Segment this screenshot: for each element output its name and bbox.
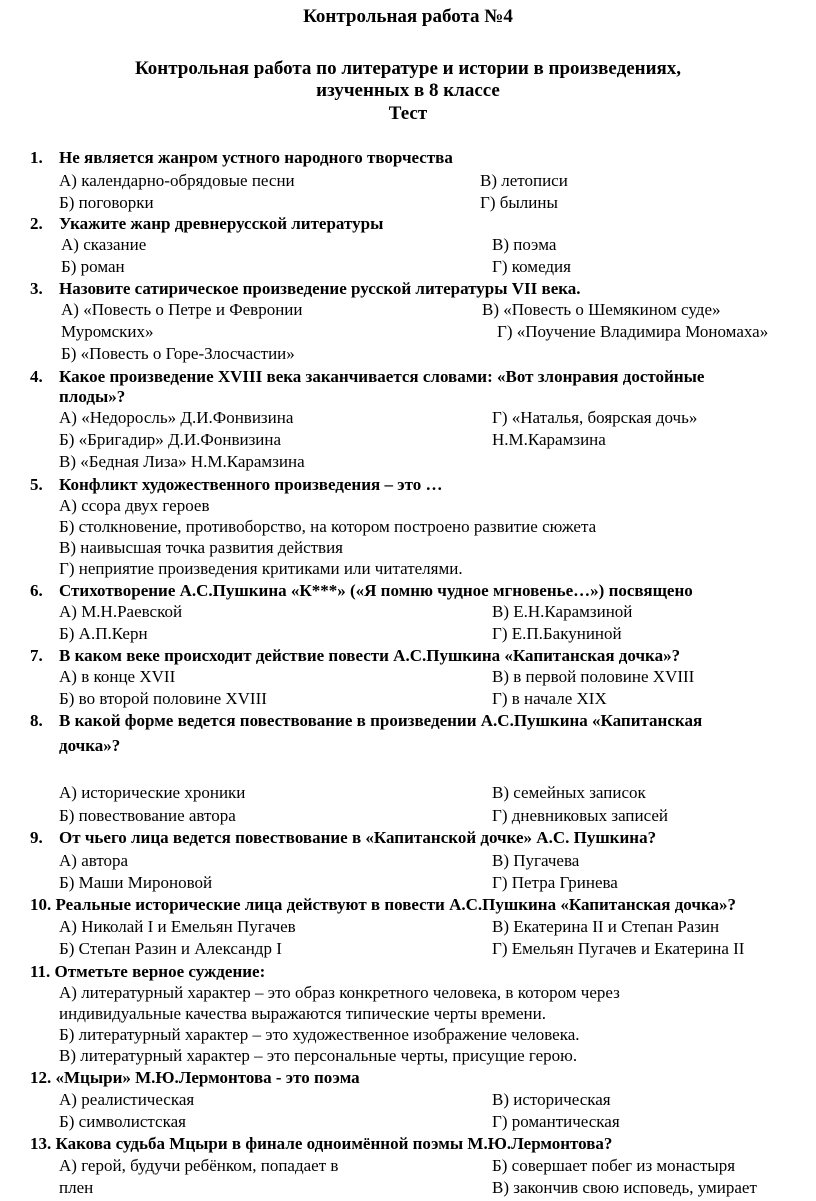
answer-option-line: Б) «Бригадир» Д.И.Фонвизина	[59, 430, 282, 449]
answer-option-line: Б) столкновение, противоборство, на котором построено развитие сюжета	[59, 517, 597, 536]
answer-option-line: В) Е.Н.Карамзиной	[492, 602, 633, 621]
question-text-line: 2.	[30, 214, 43, 233]
question-text-line: Назовите сатирическое произведение русской литературы VII века.	[59, 279, 581, 298]
answer-option-line: Г) былины	[480, 193, 558, 212]
answer-option-line: Б) А.П.Керн	[59, 624, 148, 643]
answer-option-line: Г) комедия	[492, 257, 571, 276]
question-text-line: 11. Отметьте верное суждение:	[30, 962, 266, 981]
answer-option-line: В) семейных записок	[492, 783, 646, 802]
answer-option-line: Муромских»	[61, 322, 154, 341]
answer-option-line: В) «Повесть о Шемякином суде»	[482, 300, 721, 319]
answer-option-line: А) Николай I и Емельян Пугачев	[59, 917, 296, 936]
answer-option-line: А) исторические хроники	[59, 783, 246, 802]
question-text-line: дочка»?	[59, 736, 121, 755]
answer-option-line: Б) Маши Мироновой	[59, 873, 213, 892]
answer-option-line: Н.М.Карамзина	[492, 430, 606, 449]
question-text-line: Укажите жанр древнерусской литературы	[59, 214, 384, 233]
answer-option-line: Б) роман	[61, 257, 125, 276]
answer-option-line: Б) «Повесть о Горе-Злосчастии»	[61, 344, 295, 363]
answer-option-line: Б) совершает побег из монастыря	[492, 1156, 736, 1175]
subtitle-line-1: Контрольная работа по литературе и истории в произведениях,	[134, 58, 682, 79]
subtitle-line-2: изученных в 8 классе	[316, 80, 500, 101]
answer-option-line: В) в первой половине XVIII	[492, 667, 695, 686]
answer-option-line: В) наивысшая точка развития действия	[59, 538, 343, 557]
answer-option-line: Г) романтическая	[492, 1112, 620, 1131]
answer-option-line: Г) в начале XIX	[492, 689, 607, 708]
answer-option-line: Г) «Наталья, боярская дочь»	[492, 408, 698, 427]
answer-option-line: Г) Петра Гринева	[492, 873, 618, 892]
question-text-line: 4.	[30, 367, 43, 386]
question-text-line: В какой форме ведется повествование в произведении А.С.Пушкина «Капитанская	[59, 711, 703, 730]
question-text-line: 6.	[30, 581, 43, 600]
answer-option-line: В) литературный характер – это персональные черты, присущие герою.	[59, 1046, 578, 1065]
answer-option-line: В) «Бедная Лиза» Н.М.Карамзина	[59, 452, 305, 471]
answer-option-line: Г) «Поучение Владимира Мономаха»	[497, 322, 769, 341]
answer-option-line: индивидуальные качества выражаются типические черты времени.	[59, 1004, 546, 1023]
answer-option-line: В) историческая	[492, 1090, 611, 1109]
answer-option-line: Г) неприятие произведения критиками или читателями.	[59, 559, 463, 578]
question-text-line: Стихотворение А.С.Пушкина «К***» («Я помню чудное мгновенье…») посвящено	[59, 581, 693, 600]
answer-option-line: А) герой, будучи ребёнком, попадает в	[59, 1156, 339, 1175]
page-title: Контрольная работа №4	[303, 6, 513, 27]
question-text-line: 9.	[30, 828, 43, 847]
answer-option-line: А) сказание	[61, 235, 147, 254]
answer-option-line: Г) дневниковых записей	[492, 806, 668, 825]
question-text-line: 12. «Мцыри» М.Ю.Лермонтова - это поэма	[30, 1068, 360, 1087]
question-text-line: От чьего лица ведется повествование в «Капитанской дочке» А.С. Пушкина?	[59, 828, 657, 847]
answer-option-line: В) Пугачева	[492, 851, 580, 870]
test-label: Тест	[388, 103, 428, 124]
answer-option-line: Б) литературный характер – это художественное изображение человека.	[59, 1025, 580, 1044]
question-text-line: 13. Какова судьба Мцыри в финале одноимённой поэмы М.Ю.Лермонтова?	[30, 1134, 613, 1153]
answer-option-line: А) автора	[59, 851, 129, 870]
question-text-line: 8.	[30, 711, 43, 730]
answer-option-line: В) закончив свою исповедь, умирает	[492, 1178, 757, 1197]
answer-option-line: В) Екатерина II и Степан Разин	[492, 917, 720, 936]
answer-option-line: А) в конце XVII	[59, 667, 176, 686]
answer-option-line: Б) символистская	[59, 1112, 186, 1131]
answer-option-line: А) реалистическая	[59, 1090, 195, 1109]
question-text-line: 1.	[30, 148, 43, 167]
answer-option-line: В) поэма	[492, 235, 557, 254]
question-text-line: 3.	[30, 279, 43, 298]
answer-option-line: В) летописи	[480, 171, 568, 190]
answer-option-line: А) литературный характер – это образ конкретного человека, в котором через	[59, 983, 620, 1002]
answer-option-line: Б) повествование автора	[59, 806, 236, 825]
question-text-line: Конфликт художественного произведения – это …	[59, 475, 443, 494]
answer-option-line: плен	[59, 1178, 94, 1197]
answer-option-line: А) М.Н.Раевской	[59, 602, 183, 621]
question-text-line: плоды»?	[59, 387, 126, 406]
answer-option-line: Б) поговорки	[59, 193, 154, 212]
answer-option-line: Б) Степан Разин и Александр I	[59, 939, 282, 958]
answer-option-line: Г) Емельян Пугачев и Екатерина II	[492, 939, 745, 958]
question-text-line: Какое произведение XVIII века заканчивается словами: «Вот злонравия достойные	[59, 367, 705, 386]
answer-option-line: А) календарно-обрядовые песни	[59, 171, 295, 190]
question-text-line: В каком веке происходит действие повести А.С.Пушкина «Капитанская дочка»?	[59, 646, 681, 665]
question-text-line: 7.	[30, 646, 43, 665]
question-text-line: Не является жанром устного народного творчества	[59, 148, 453, 167]
answer-option-line: А) «Повесть о Петре и Февронии	[61, 300, 303, 319]
answer-option-line: А) «Недоросль» Д.И.Фонвизина	[59, 408, 294, 427]
answer-option-line: Б) во второй половине XVIII	[59, 689, 267, 708]
question-text-line: 5.	[30, 475, 43, 494]
answer-option-line: А) ссора двух героев	[59, 496, 210, 515]
question-text-line: 10. Реальные исторические лица действуют в повести А.С.Пушкина «Капитанская дочка»?	[30, 895, 736, 914]
answer-option-line: Г) Е.П.Бакуниной	[492, 624, 622, 643]
